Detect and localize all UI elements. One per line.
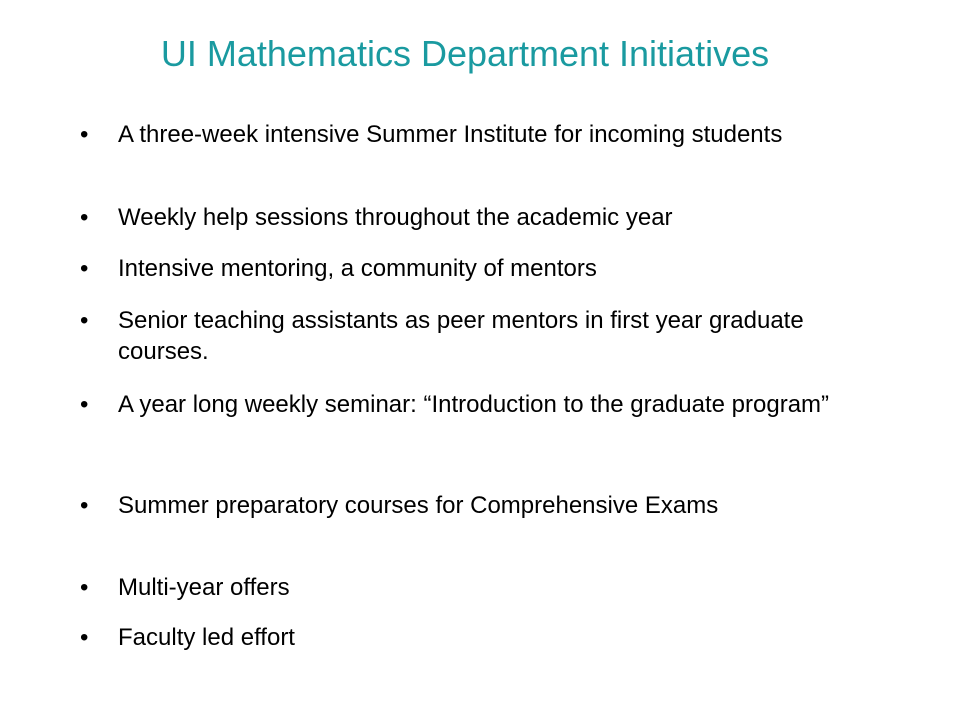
bullet-item [80, 622, 870, 653]
bullet-text: Multi-year offers [118, 574, 290, 601]
bullet-item [80, 202, 870, 233]
bullet-icon: • [80, 307, 89, 334]
bullet-icon: • [80, 204, 89, 231]
bullet-icon: • [80, 255, 89, 282]
bullet-text: Senior teaching assistants as peer mentors in first year graduate courses. [118, 307, 804, 365]
bullet-icon: • [80, 121, 89, 148]
bullet-text: Weekly help sessions throughout the academic year [118, 204, 673, 231]
bullet-text: A year long weekly seminar: “Introduction to the graduate program” [118, 391, 830, 418]
bullet-item [80, 487, 870, 524]
bullet-text: Summer preparatory courses for Comprehensive Exams [118, 492, 719, 519]
bullet-item [80, 305, 870, 367]
bullet-text: Intensive mentoring, a community of mentors [118, 255, 597, 282]
slide-title: UI Mathematics Department Initiatives [160, 33, 770, 74]
bullet-icon: • [80, 391, 89, 418]
bullet-text: A three-week intensive Summer Institute for incoming students [118, 121, 783, 148]
bullet-icon: • [80, 574, 89, 601]
bullet-item [80, 389, 870, 420]
bullet-text: Faculty led effort [118, 624, 295, 651]
bullet-item [80, 119, 870, 150]
bullet-icon: • [80, 492, 89, 519]
bullet-icon: • [80, 624, 89, 651]
bullet-item [80, 572, 870, 603]
bullet-item [80, 253, 870, 284]
